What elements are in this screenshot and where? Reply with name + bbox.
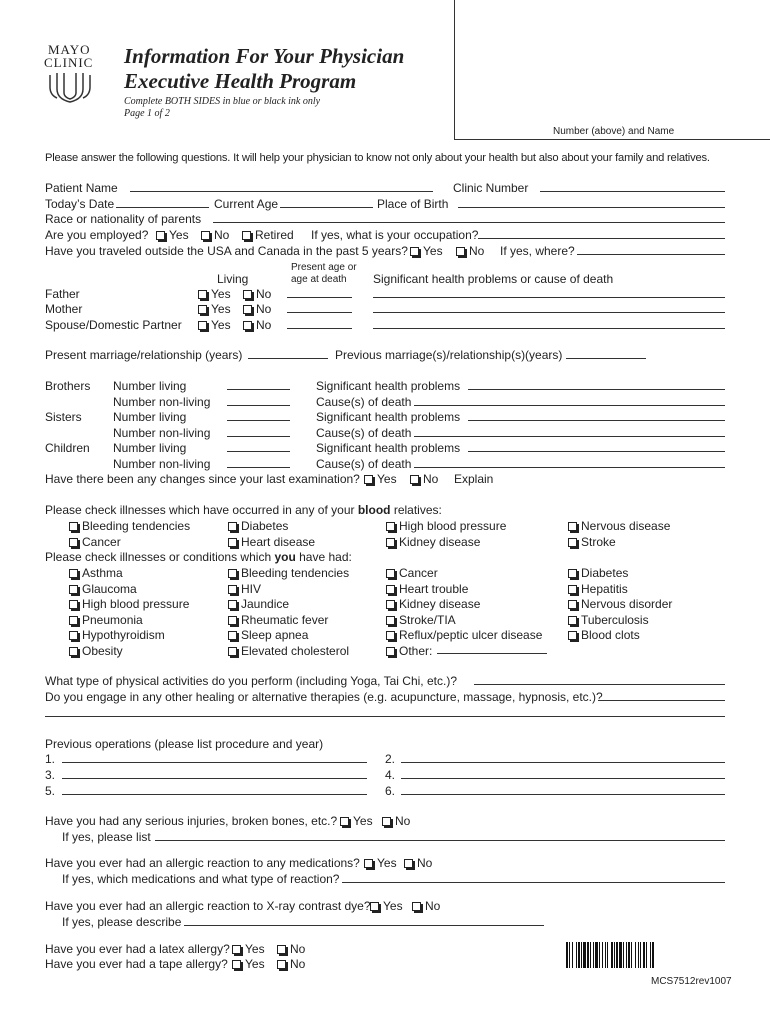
header-divider-horizontal xyxy=(454,139,770,140)
checkbox-icon xyxy=(69,616,78,625)
children-label: Children xyxy=(45,441,90,455)
barcode-bar xyxy=(593,942,594,968)
barcode-bar xyxy=(607,942,608,968)
todays-date-label: Today’s Date xyxy=(45,197,115,211)
checkbox-icon xyxy=(228,522,237,531)
barcode-bar xyxy=(640,942,641,968)
operations-prompt: Previous operations (please list procedure and year) xyxy=(45,737,324,751)
brothers-causes-field[interactable] xyxy=(414,405,725,406)
condition-option[interactable]: Asthma xyxy=(69,566,123,580)
spouse-problems-field[interactable] xyxy=(373,328,725,329)
alternative-therapies-field-2[interactable] xyxy=(45,716,725,717)
logo-text-clinic: CLINIC xyxy=(44,55,94,70)
barcode-bar xyxy=(643,942,645,968)
checkbox-icon xyxy=(69,569,78,578)
condition-option[interactable]: Cancer xyxy=(69,535,121,549)
children-nonliving-label: Number non-living xyxy=(113,457,211,471)
blood-relatives-prompt: Please check illnesses which have occurred in any of your blood relatives: xyxy=(45,503,442,517)
mother-age-field[interactable] xyxy=(287,312,352,313)
previous-marriage-label: Previous marriage(s)/relationship(s)(years) xyxy=(335,348,563,362)
barcode-bar xyxy=(599,942,600,968)
barcode-bar xyxy=(616,942,618,968)
employed-label: Are you employed? xyxy=(45,228,149,242)
barcode-bar xyxy=(611,942,613,968)
spouse-label: Spouse/Domestic Partner xyxy=(45,318,182,332)
checkbox-icon xyxy=(386,538,395,547)
injuries-list-field[interactable] xyxy=(155,840,725,841)
header-divider-vertical xyxy=(454,0,455,140)
occupation-field[interactable] xyxy=(478,238,725,239)
condition-option[interactable]: Cancer xyxy=(386,566,438,580)
medication-allergy-yes[interactable]: Yes xyxy=(364,856,397,870)
xray-allergy-label: Have you ever had an allergic reaction to X-ray contrast dye? xyxy=(45,899,371,913)
you-conditions-prompt: Please check illnesses or conditions which you have had: xyxy=(45,550,352,564)
checkbox-icon xyxy=(364,859,373,868)
page-indicator: Page 1 of 2 xyxy=(124,108,170,119)
medication-allergy-label: Have you ever had an allergic reaction to any medications? xyxy=(45,856,360,870)
checkbox-icon xyxy=(386,569,395,578)
operation-number: 2. xyxy=(385,752,396,766)
barcode-bar xyxy=(605,942,606,968)
barcode-bar xyxy=(628,942,630,968)
mother-living-yes[interactable]: Yes xyxy=(198,302,231,316)
checkbox-icon xyxy=(386,647,395,656)
condition-option[interactable]: Bleeding tendencies xyxy=(69,519,190,533)
present-marriage-label: Present marriage/relationship (years) xyxy=(45,348,243,362)
form-title-line2: Executive Health Program xyxy=(124,69,357,93)
health-problems-header: Significant health problems or cause of death xyxy=(373,272,614,286)
operation-field[interactable] xyxy=(62,778,367,779)
previous-marriage-field[interactable] xyxy=(566,358,646,359)
barcode-bar xyxy=(652,942,654,968)
patient-name-field[interactable] xyxy=(130,191,433,192)
current-age-label: Current Age xyxy=(214,197,279,211)
spouse-age-field[interactable] xyxy=(287,328,352,329)
barcode-bar xyxy=(635,942,636,968)
mother-problems-field[interactable] xyxy=(373,312,725,313)
operation-number: 4. xyxy=(385,768,396,782)
spouse-living-yes[interactable]: Yes xyxy=(198,318,231,332)
condition-option[interactable]: Hepatitis xyxy=(568,582,628,596)
clinic-number-label: Clinic Number xyxy=(453,181,529,195)
sisters-causes-label: Cause(s) of death xyxy=(316,426,412,440)
checkbox-icon xyxy=(364,475,373,484)
other-condition-field[interactable] xyxy=(437,653,547,654)
checkbox-icon xyxy=(386,600,395,609)
changes-yes-option[interactable]: Yes xyxy=(364,472,397,486)
injuries-no-option[interactable]: No xyxy=(382,814,410,828)
operation-field[interactable] xyxy=(62,762,367,763)
barcode-bar xyxy=(650,942,651,968)
number-name-label: Number (above) and Name xyxy=(553,126,675,137)
intro-text: Please answer the following questions. It will help your physician to know not only about your health but also about your family and relatives. xyxy=(45,152,710,164)
checkbox-icon xyxy=(243,305,252,314)
checkbox-icon xyxy=(243,321,252,330)
brothers-nonliving-field[interactable] xyxy=(227,405,290,406)
checkbox-icon xyxy=(277,945,286,954)
medication-allergy-no[interactable]: No xyxy=(404,856,432,870)
checkbox-icon xyxy=(568,600,577,609)
checkbox-icon xyxy=(69,647,78,656)
latex-allergy-label: Have you ever had a latex allergy? xyxy=(45,942,230,956)
where-field[interactable] xyxy=(577,254,725,255)
children-living-label: Number living xyxy=(113,441,187,455)
barcode-bar xyxy=(566,942,568,968)
barcode-bar xyxy=(595,942,598,968)
checkbox-icon xyxy=(228,585,237,594)
checkbox-icon xyxy=(69,522,78,531)
barcode-bar xyxy=(614,942,615,968)
condition-option[interactable]: Hypothyroidism xyxy=(69,628,165,642)
condition-option[interactable]: Blood clots xyxy=(568,628,640,642)
operation-field[interactable] xyxy=(401,794,725,795)
physical-activities-label: What type of physical activities do you perform (including Yoga, Tai Chi, etc.)? xyxy=(45,674,457,688)
brothers-label: Brothers xyxy=(45,379,91,393)
current-age-field[interactable] xyxy=(280,207,373,208)
barcode-bar xyxy=(623,942,624,968)
mother-label: Mother xyxy=(45,302,83,316)
sisters-causes-field[interactable] xyxy=(414,436,725,437)
living-header: Living xyxy=(217,272,249,286)
checkbox-icon xyxy=(156,231,165,240)
checkbox-icon xyxy=(404,859,413,868)
barcode-bar xyxy=(583,942,586,968)
checkbox-icon xyxy=(201,231,210,240)
brothers-problems-field[interactable] xyxy=(468,389,725,390)
checkbox-icon xyxy=(69,585,78,594)
checkbox-icon xyxy=(228,616,237,625)
place-of-birth-field[interactable] xyxy=(458,207,725,208)
xray-allergy-no[interactable]: No xyxy=(412,899,440,913)
barcode-bar xyxy=(602,942,603,968)
race-label: Race or nationality of parents xyxy=(45,212,202,226)
checkbox-icon xyxy=(568,538,577,547)
father-living-no[interactable]: No xyxy=(243,287,271,301)
race-field[interactable] xyxy=(213,222,725,223)
father-age-field[interactable] xyxy=(287,297,352,298)
employed-retired-option[interactable]: Retired xyxy=(242,228,294,242)
condition-option[interactable]: Heart trouble xyxy=(386,582,468,596)
children-living-field[interactable] xyxy=(227,451,290,452)
checkbox-icon xyxy=(228,569,237,578)
tape-allergy-no[interactable]: No xyxy=(277,957,305,971)
alternative-therapies-field[interactable] xyxy=(598,700,725,701)
children-causes-label: Cause(s) of death xyxy=(316,457,412,471)
barcode-bar xyxy=(638,942,639,968)
medication-reaction-label: If yes, which medications and what type of reaction? xyxy=(62,872,340,886)
checkbox-icon xyxy=(69,538,78,547)
sisters-living-field[interactable] xyxy=(227,420,290,421)
condition-option[interactable]: Elevated cholesterol xyxy=(228,644,349,658)
employed-yes-option[interactable]: Yes xyxy=(156,228,189,242)
brothers-causes-label: Cause(s) of death xyxy=(316,395,412,409)
operation-number: 3. xyxy=(45,768,56,782)
condition-option[interactable]: Nervous disorder xyxy=(568,597,672,611)
checkbox-icon xyxy=(228,631,237,640)
condition-option[interactable]: HIV xyxy=(228,582,261,596)
operation-field[interactable] xyxy=(401,762,725,763)
condition-option[interactable]: Stroke xyxy=(568,535,616,549)
brothers-living-field[interactable] xyxy=(227,389,290,390)
sisters-problems-field[interactable] xyxy=(468,420,725,421)
form-code: MCS7512rev1007 xyxy=(651,976,732,987)
checkbox-icon xyxy=(198,290,207,299)
checkbox-icon xyxy=(386,631,395,640)
condition-option[interactable]: Rheumatic fever xyxy=(228,613,328,627)
patient-name-label: Patient Name xyxy=(45,181,118,195)
operation-field[interactable] xyxy=(62,794,367,795)
mayo-shield-icon xyxy=(49,71,91,103)
sisters-problems-label: Significant health problems xyxy=(316,410,461,424)
condition-option[interactable]: Kidney disease xyxy=(386,597,480,611)
checkbox-icon xyxy=(410,247,419,256)
medication-reaction-field[interactable] xyxy=(342,882,725,883)
condition-option[interactable]: Diabetes xyxy=(228,519,288,533)
operation-field[interactable] xyxy=(401,778,725,779)
barcode-bar xyxy=(587,942,589,968)
traveled-no-option[interactable]: No xyxy=(456,244,484,258)
children-problems-field[interactable] xyxy=(468,451,725,452)
barcode-bar xyxy=(619,942,622,968)
checkbox-icon xyxy=(568,631,577,640)
children-causes-field[interactable] xyxy=(414,467,725,468)
mother-living-no[interactable]: No xyxy=(243,302,271,316)
barcode-bar xyxy=(572,942,573,968)
checkbox-icon xyxy=(228,538,237,547)
place-of-birth-label: Place of Birth xyxy=(377,197,449,211)
barcode-bar xyxy=(631,942,632,968)
checkbox-icon xyxy=(568,616,577,625)
changes-label: Have there been any changes since your last examination? xyxy=(45,472,360,486)
changes-no-option[interactable]: No xyxy=(410,472,438,486)
tape-allergy-label: Have you ever had a tape allergy? xyxy=(45,957,228,971)
explain-label: Explain xyxy=(454,472,494,486)
checkbox-icon xyxy=(228,647,237,656)
traveled-label: Have you traveled outside the USA and Canada in the past 5 years? xyxy=(45,244,408,258)
checkbox-icon xyxy=(277,960,286,969)
condition-option[interactable]: High blood pressure xyxy=(386,519,506,533)
latex-allergy-yes[interactable]: Yes xyxy=(232,942,265,956)
condition-option[interactable]: High blood pressure xyxy=(69,597,189,611)
checkbox-icon xyxy=(410,475,419,484)
alternative-therapies-label: Do you engage in any other healing or alternative therapies (e.g. acupuncture, massage, hypnosis, etc.)? xyxy=(45,690,603,704)
condition-option[interactable]: Heart disease xyxy=(228,535,315,549)
sisters-living-label: Number living xyxy=(113,410,187,424)
checkbox-icon xyxy=(456,247,465,256)
employed-no-option[interactable]: No xyxy=(201,228,229,242)
present-age-header-2: age at death xyxy=(291,274,347,285)
checkbox-icon xyxy=(232,945,241,954)
checkbox-icon xyxy=(69,600,78,609)
sisters-nonliving-label: Number non-living xyxy=(113,426,211,440)
checkbox-icon xyxy=(198,321,207,330)
checkbox-icon xyxy=(412,902,421,911)
checkbox-icon xyxy=(243,290,252,299)
father-label: Father xyxy=(45,287,80,301)
barcode-bar xyxy=(626,942,627,968)
operation-number: 1. xyxy=(45,752,56,766)
barcode-bar xyxy=(581,942,582,968)
present-age-header-1: Present age or xyxy=(291,262,357,273)
condition-option[interactable]: Tuberculosis xyxy=(568,613,649,627)
tape-allergy-yes[interactable]: Yes xyxy=(232,957,265,971)
latex-allergy-no[interactable]: No xyxy=(277,942,305,956)
operation-number: 5. xyxy=(45,784,56,798)
form-title-line1: Information For Your Physician xyxy=(124,44,405,68)
traveled-yes-option[interactable]: Yes xyxy=(410,244,443,258)
checkbox-icon xyxy=(382,817,391,826)
checkbox-icon xyxy=(242,231,251,240)
form-subtitle: Complete BOTH SIDES in blue or black ink only xyxy=(124,96,321,107)
condition-option[interactable]: Nervous disease xyxy=(568,519,670,533)
checkbox-icon xyxy=(386,522,395,531)
injuries-list-label: If yes, please list xyxy=(62,830,151,844)
checkbox-icon xyxy=(198,305,207,314)
spouse-living-no[interactable]: No xyxy=(243,318,271,332)
barcode-bar xyxy=(578,942,580,968)
checkbox-icon xyxy=(386,616,395,625)
condition-option[interactable]: Reflux/peptic ulcer disease xyxy=(386,628,542,642)
checkbox-icon xyxy=(386,585,395,594)
brothers-nonliving-label: Number non-living xyxy=(113,395,211,409)
barcode-bar xyxy=(646,942,647,968)
sisters-label: Sisters xyxy=(45,410,82,424)
checkbox-icon xyxy=(568,585,577,594)
condition-option[interactable]: Glaucoma xyxy=(69,582,137,596)
if-yes-where-label: If yes, where? xyxy=(500,244,575,258)
barcode-bar xyxy=(590,942,591,968)
checkbox-icon xyxy=(228,600,237,609)
barcode xyxy=(566,942,726,968)
brothers-problems-label: Significant health problems xyxy=(316,379,461,393)
todays-date-field[interactable] xyxy=(116,207,209,208)
barcode-bar xyxy=(569,942,570,968)
condition-option[interactable]: Bleeding tendencies xyxy=(228,566,349,580)
injuries-yes-option[interactable]: Yes xyxy=(340,814,373,828)
checkbox-icon xyxy=(370,902,379,911)
brothers-living-label: Number living xyxy=(113,379,187,393)
condition-option[interactable]: Kidney disease xyxy=(386,535,480,549)
checkbox-icon xyxy=(568,522,577,531)
xray-describe-field[interactable] xyxy=(184,925,544,926)
xray-allergy-yes[interactable]: Yes xyxy=(370,899,403,913)
checkbox-icon xyxy=(232,960,241,969)
checkbox-icon xyxy=(340,817,349,826)
logo-text-mayo: MAYO xyxy=(48,42,91,57)
checkbox-icon xyxy=(568,569,577,578)
father-problems-field[interactable] xyxy=(373,297,725,298)
clinic-number-field[interactable] xyxy=(540,191,725,192)
xray-describe-label: If yes, please describe xyxy=(62,915,182,929)
condition-option[interactable]: Stroke/TIA xyxy=(386,613,456,627)
operation-number: 6. xyxy=(385,784,396,798)
barcode-bar xyxy=(576,942,577,968)
father-living-yes[interactable]: Yes xyxy=(198,287,231,301)
children-nonliving-field[interactable] xyxy=(227,467,290,468)
sisters-nonliving-field[interactable] xyxy=(227,436,290,437)
present-marriage-field[interactable] xyxy=(248,358,328,359)
condition-option[interactable]: Pneumonia xyxy=(69,613,143,627)
condition-option[interactable]: Other: xyxy=(386,644,432,658)
condition-option[interactable]: Sleep apnea xyxy=(228,628,308,642)
occupation-label: If yes, what is your occupation? xyxy=(311,228,479,242)
physical-activities-field[interactable] xyxy=(474,684,725,685)
checkbox-icon xyxy=(69,631,78,640)
condition-option[interactable]: Jaundice xyxy=(228,597,289,611)
injuries-label: Have you had any serious injuries, broken bones, etc.? xyxy=(45,814,338,828)
children-problems-label: Significant health problems xyxy=(316,441,461,455)
condition-option[interactable]: Diabetes xyxy=(568,566,628,580)
condition-option[interactable]: Obesity xyxy=(69,644,123,658)
